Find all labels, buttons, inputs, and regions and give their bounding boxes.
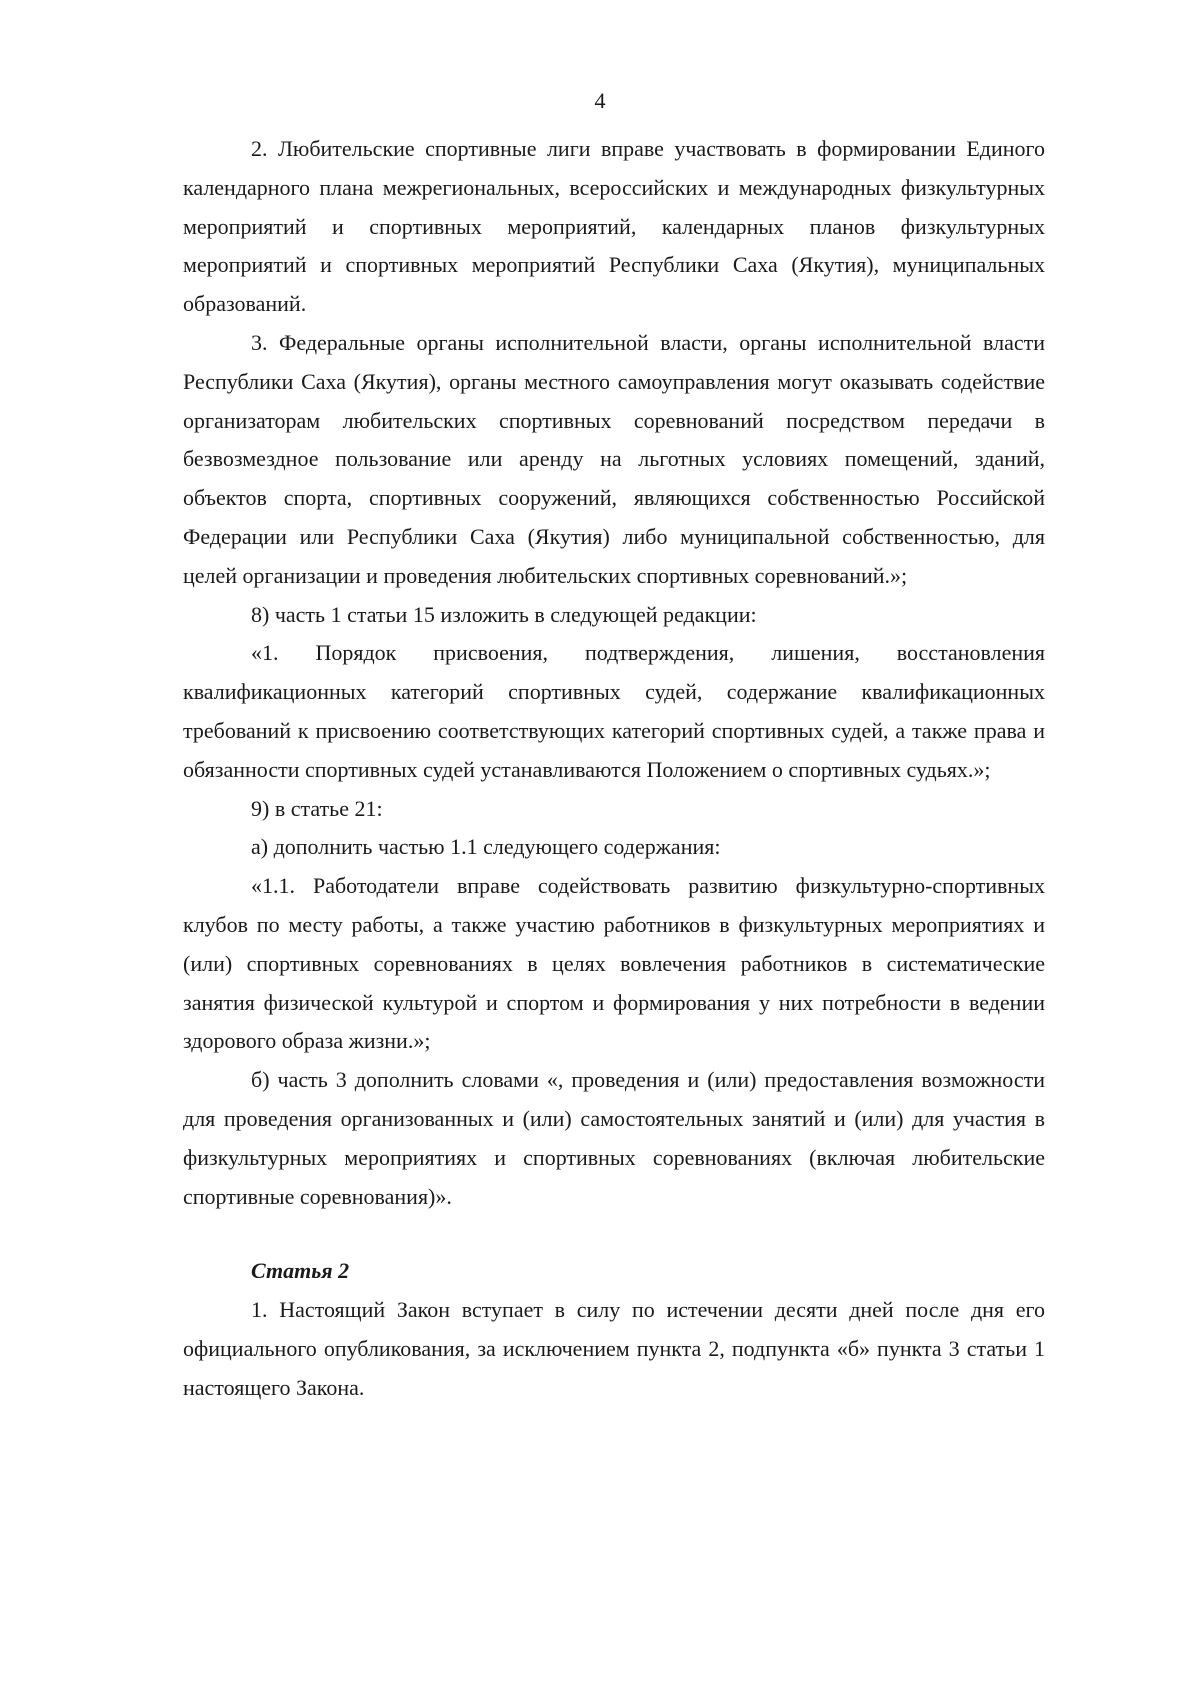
paragraph-employers: «1.1. Работодатели вправе содействовать развитию физкультурно-спортивных клубов по месту работы, а также участию работников в физкультурных мероприятиях и (или) спортивных соревнованиях в целях вовлечения работников в систематические занятия физической культурой и спортом и формирования у них потребности в ведении здорового образа жизни.»; — [183, 873, 1045, 1054]
article-heading: Статья 2 — [251, 1258, 350, 1284]
paragraph-amendment-9a: а) дополнить частью 1.1 следующего содержания: — [251, 834, 721, 860]
paragraph-amendment-9: 9) в статье 21: — [251, 795, 383, 821]
paragraph-federal-organs: 3. Федеральные органы исполнительной власти, органы исполнительной власти Республики Саха (Якутия), органы местного самоуправления могут оказывать содействие организаторам любительских спортивных соревнований посредством передачи в безвозмездное пользование или аренду на льготных условиях помещений, зданий, объектов спорта, спортивных сооружений, являющихся собственностью Российской Федерации или Республики Саха (Якутия) либо муниципальной собственностью, для целей организации и проведения любительских спортивных соревнований.»; — [183, 329, 1045, 588]
paragraph-referee-order: «1. Порядок присвоения, подтверждения, лишения, восстановления квалификационных категорий спортивных судей, содержание квалификационных требований к присвоению соответствующих категорий спортивных судей, а также права и обязанности спортивных судей устанавливаются Положением о спортивных судьях.»; — [183, 640, 1045, 782]
paragraph-amendment-9b: б) часть 3 дополнить словами «, проведения и (или) предоставления возможности для проведения организованных и (или) самостоятельных занятий и (или) для участия в физкультурных мероприятиях и спортивных соревнованиях (включая любительские спортивные соревнования)». — [183, 1067, 1045, 1209]
page-number: 4 — [594, 88, 606, 113]
paragraph-lig: 2. Любительские спортивные лиги вправе участвовать в формировании Единого календарного плана межрегиональных, всероссийских и международных физкультурных мероприятий и спортивных мероприятий, календарных планов физкультурных мероприятий и спортивных мероприятий Республики Саха (Якутия), муниципальных образований. — [183, 136, 1045, 317]
paragraph-entry-into-force: 1. Настоящий Закон вступает в силу по истечении десяти дней после дня его официального опубликования, за исключением пункта 2, подпункта «б» пункта 3 статьи 1 настоящего Закона. — [183, 1297, 1045, 1400]
document-body — [183, 130, 1045, 1408]
paragraph-amendment-8: 8) часть 1 статьи 15 изложить в следующей редакции: — [251, 601, 757, 627]
